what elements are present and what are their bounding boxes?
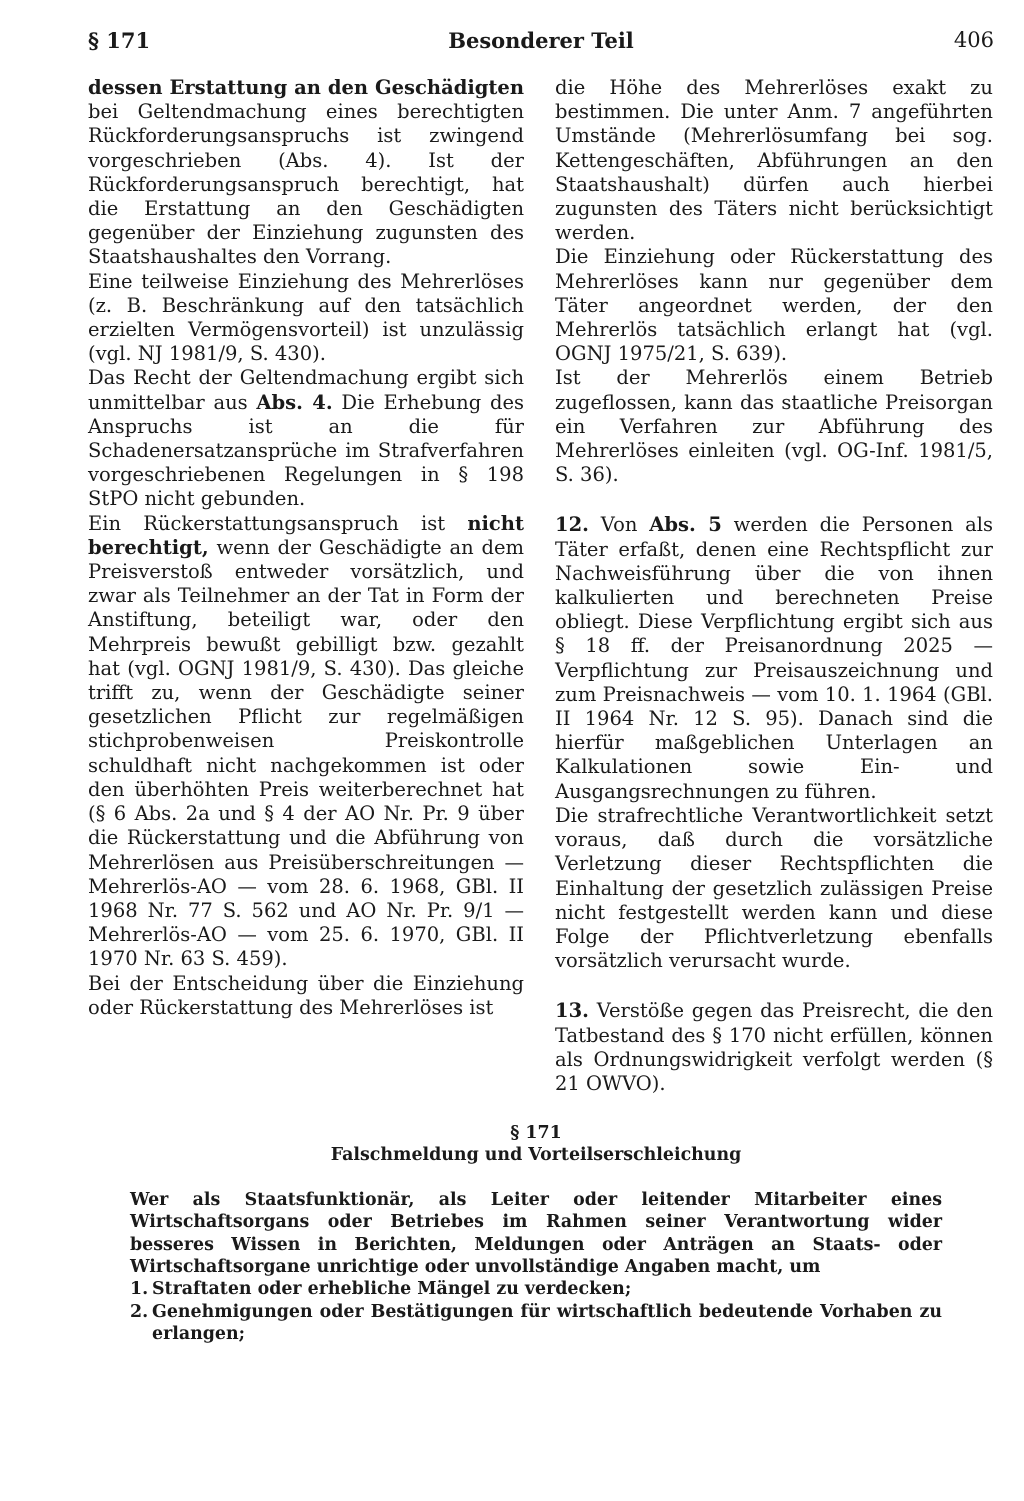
paragraph-text: bei Geltendmachung eines berechtigten Rückforderungsanspruchs ist zwingend vorgeschrieben (Abs. 4). Ist der Rückforderungsanspruch berechtigt, hat die Erstattung an den Geschädigten gegenüber der Einziehung zugunsten des Staatshaushaltes den Vorrang. bbox=[88, 100, 524, 269]
section-title: Falschmeldung und Vorteilserschleichung bbox=[330, 1145, 742, 1166]
section-body: Wer als Staatsfunktionär, als Leiter oder leitender Mitarbeiter eines Wirtschaftsorgans oder Betriebes im Rahmen seiner Verantwortung wider besseres Wissen in Berichten, Meldungen oder Anträgen an Staats- oder Wirtschaftsorgane unrichtige oder unvollständige Angaben macht, um bbox=[130, 1189, 942, 1278]
list-item bbox=[130, 1301, 942, 1346]
header-section-ref: § 171 bbox=[88, 28, 151, 53]
left-column bbox=[88, 76, 524, 1020]
paragraph-text: Das Recht der Geltendmachung ergibt sich unmittelbar aus bbox=[88, 366, 524, 414]
list-item-number: 2. bbox=[130, 1301, 149, 1322]
bold-phrase: dessen Erstattung an den Geschädigten bbox=[88, 76, 524, 99]
paragraph-text: Von bbox=[588, 513, 650, 537]
list-item bbox=[130, 1278, 942, 1300]
section-number: § 171 bbox=[510, 1123, 562, 1143]
list-item-number: 1. bbox=[130, 1279, 149, 1300]
annotation-number: 12. bbox=[555, 513, 589, 537]
paragraph-text: werden die Personen als Täter erfaßt, denen eine Rechtspflicht zur Nachweisführung über die von ihnen kalkulierten und berechneten Preise obliegt. Diese Verpflichtung ergibt sich aus § 18 ff. der Preisanordnung 2025 — Verpflichtung zur Preisauszeichnung und zum Preisnachweis — vom 10. 1. 1964 (GBl. II 1964 Nr. 12 S. 95). Danach sind die hierfür maßgeblichen Unterlagen an Kalkulationen sowie Ein- und Ausgangsrechnungen zu führen. bbox=[555, 513, 993, 803]
paragraph-text: Verstöße gegen das Preisrecht, die den Tatbestand des § 170 nicht erfüllen, können als Ordnungswidrigkeit verfolgt werden (§ 21 OWVO). bbox=[555, 999, 993, 1095]
list-item-text: Genehmigungen oder Bestätigungen für wirtschaftlich bedeutende Vorhaben zu erlangen; bbox=[152, 1301, 942, 1345]
paragraph: Bei der Entscheidung über die Einziehung oder Rückerstattung des Mehrerlöses ist bbox=[88, 971, 524, 1019]
list-item-text: Straftaten oder erhebliche Mängel zu verdecken; bbox=[152, 1279, 632, 1300]
paragraph: Eine teilweise Einziehung des Mehrerlöses (z. B. Beschränkung auf den tatsächlich erzielten Vermögensvorteil) ist unzulässig (vgl. NJ 1981/9, S. 430). bbox=[88, 269, 524, 366]
paragraph-text: wenn der Geschädigte an dem Preisverstoß entweder vorsätzlich, und zwar als Teilnehmer an der Tat in Form der Anstiftung, beteiligt war, oder den Mehrpreis bewußt gebilligt bzw. gezahlt hat (vgl. OGNJ 1981/9, S. 430). Das gleiche trifft zu, wenn der Geschädigte seiner gesetzlichen Pflicht zur regelmäßigen stichprobenweisen Preiskontrolle schuldhaft nicht nachgekommen ist oder den überhöhten Preis weiterberechnet hat (§ 6 Abs. 2a und § 4 der AO Nr. Pr. 9 über die Rückerstattung und die Abführung von Mehrerlösen aus Preisüberschreitungen — Mehrerlös-AO — vom 28. 6. 1968, GBl. II 1968 Nr. 77 S. 562 und AO Nr. Pr. 9/1 — Mehrerlös-AO — vom 25. 6. 1970, GBl. II 1970 Nr. 63 S. 459). bbox=[88, 535, 524, 971]
paragraph: Die Einziehung oder Rückerstattung des Mehrerlöses kann nur gegenüber dem Täter angeordnet werden, der den Mehrerlös tatsächlich erlangt hat (vgl. OGNJ 1975/21, S. 639). bbox=[555, 245, 993, 366]
page-header bbox=[88, 28, 994, 60]
section-list bbox=[130, 1278, 942, 1345]
right-column bbox=[555, 76, 993, 1096]
bold-phrase: Abs. 4. bbox=[256, 390, 333, 414]
header-title: Besonderer Teil bbox=[448, 28, 634, 53]
paragraph bbox=[88, 512, 524, 972]
bold-phrase: Abs. 5 bbox=[649, 513, 722, 537]
paragraph: Die strafrechtliche Verantwortlichkeit setzt voraus, daß durch die vorsätzliche Verletzung dieser Rechtspflichten die Einhaltung der gesetzlich zulässigen Preise nicht festgestellt werden kann und diese Folge der Pflichtverletzung ebenfalls vorsätzlich verursacht wurde. bbox=[555, 803, 993, 973]
annotation-12 bbox=[555, 513, 993, 803]
annotation-13 bbox=[555, 999, 993, 1096]
paragraph-text: Ein Rückerstattungsanspruch ist bbox=[88, 511, 468, 535]
statute-section bbox=[130, 1122, 942, 1346]
page-number: 406 bbox=[953, 28, 994, 52]
paragraph-text: Die Erhebung des Anspruchs ist an die für Schadenersatzansprüche im Strafverfahren vorgeschriebenen Regelungen in § 198 StPO nicht gebunden. bbox=[88, 390, 524, 511]
bold-phrase: nicht berechtigt, bbox=[88, 511, 524, 559]
paragraph bbox=[88, 366, 524, 511]
paragraph: Ist der Mehrerlös einem Betrieb zugeflossen, kann das staatliche Preisorgan ein Verfahren zur Abführung des Mehrerlöses einleiten (vgl. OG-Inf. 1981/5, S. 36). bbox=[555, 366, 993, 487]
paragraph: die Höhe des Mehrerlöses exakt zu bestimmen. Die unter Anm. 7 angeführten Umstände (Mehrerlösumfang bei sog. Kettengeschäften, Abführungen an den Staatshaushalt) dürfen auch hierbei zugunsten des Täters nicht berücksichtigt werden. bbox=[555, 76, 993, 245]
annotation-number: 13. bbox=[555, 999, 589, 1023]
paragraph bbox=[88, 76, 524, 270]
